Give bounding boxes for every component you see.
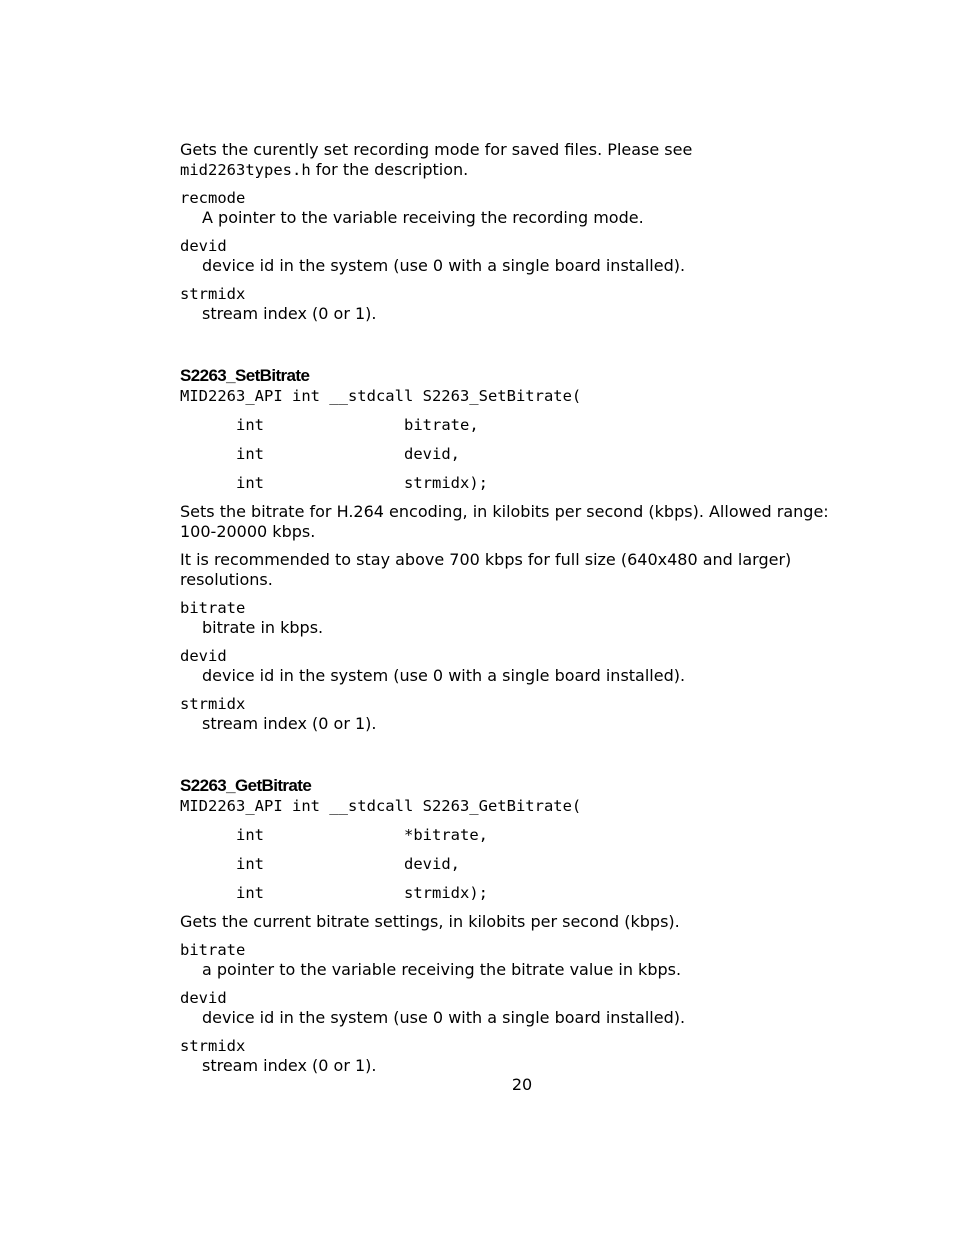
intro-text-after: for the description. [310, 160, 469, 179]
argument-name: strmidx); [404, 884, 488, 902]
argument-type: int [236, 416, 264, 434]
param-name: devid [180, 989, 227, 1007]
param-desc: A pointer to the variable receiving the recording mode. [202, 208, 644, 227]
argument-name: bitrate, [404, 416, 479, 434]
param-name: strmidx [180, 695, 246, 713]
section-set-bitrate [180, 366, 860, 734]
param-desc: device id in the system (use 0 with a single board installed). [202, 1008, 686, 1027]
param-recmode [180, 188, 860, 228]
argument-row [180, 854, 860, 874]
argument-type: int [236, 884, 264, 902]
param-name: strmidx [180, 285, 246, 303]
section-heading: S2263_GetBitrate [180, 776, 312, 795]
param-desc: device id in the system (use 0 with a single board installed). [202, 666, 686, 685]
param-name: devid [180, 237, 227, 255]
argument-name: devid, [404, 445, 460, 463]
argument-name: strmidx); [404, 474, 488, 492]
param-name: devid [180, 647, 227, 665]
param-desc: device id in the system (use 0 with a single board installed). [202, 256, 686, 275]
argument-type: int [236, 474, 264, 492]
page-number: 20 [511, 1075, 533, 1094]
argument-name: devid, [404, 855, 460, 873]
argument-row [180, 444, 860, 464]
param-name: bitrate [180, 941, 246, 959]
argument-type: int [236, 826, 264, 844]
param-desc: bitrate in kbps. [202, 618, 324, 637]
intro-text: Gets the curently set recording mode for saved files. Please see [180, 140, 693, 159]
intro-code: mid2263types.h [180, 161, 311, 179]
argument-name: *bitrate, [404, 826, 488, 844]
description-paragraph: It is recommended to stay above 700 kbps for full size (640x480 and larger) resolutions. [180, 550, 792, 589]
param-desc: stream index (0 or 1). [202, 1056, 377, 1075]
description-paragraph: Sets the bitrate for H.264 encoding, in kilobits per second (kbps). Allowed range: 100-20000 kbps. [180, 502, 829, 541]
param-bitrate [180, 940, 860, 980]
param-bitrate [180, 598, 860, 638]
param-desc: stream index (0 or 1). [202, 714, 377, 733]
argument-row [180, 415, 860, 435]
param-desc: stream index (0 or 1). [202, 304, 377, 323]
param-desc: a pointer to the variable receiving the bitrate value in kbps. [202, 960, 682, 979]
intro-paragraph [180, 140, 860, 180]
function-signature: MID2263_API int __stdcall S2263_GetBitrate( [180, 797, 582, 815]
param-strmidx [180, 1036, 860, 1076]
param-devid [180, 236, 860, 276]
description-paragraph: Gets the current bitrate settings, in kilobits per second (kbps). [180, 912, 680, 931]
param-devid [180, 988, 860, 1028]
param-name: recmode [180, 189, 246, 207]
argument-row [180, 825, 860, 845]
argument-row [180, 473, 860, 493]
argument-row [180, 883, 860, 903]
function-signature: MID2263_API int __stdcall S2263_SetBitrate( [180, 387, 582, 405]
param-devid [180, 646, 860, 686]
section-get-bitrate [180, 776, 860, 1076]
param-strmidx [180, 284, 860, 324]
argument-type: int [236, 855, 264, 873]
section-heading: S2263_SetBitrate [180, 366, 310, 385]
param-name: strmidx [180, 1037, 246, 1055]
param-strmidx [180, 694, 860, 734]
param-name: bitrate [180, 599, 246, 617]
argument-type: int [236, 445, 264, 463]
document-page [180, 140, 860, 1084]
